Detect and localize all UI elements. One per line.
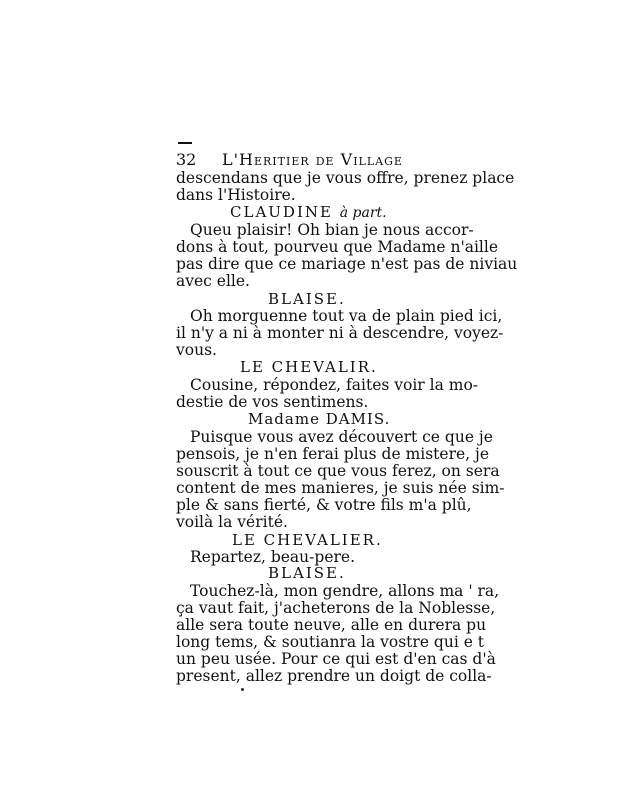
- text-line: pensois, je n'en ferai plus de mistere, je: [176, 445, 489, 463]
- text-line: pas dire que ce mariage n'est pas de niviau: [176, 255, 518, 273]
- text-line: ple & sans fierté, & votre fils m'a plû,: [176, 496, 472, 514]
- speaker-chevalier: LE CHEVALIER.: [232, 531, 383, 549]
- stage-direction: à part.: [339, 205, 387, 221]
- running-header: [176, 150, 436, 169]
- text-line: avec elle.: [176, 272, 250, 290]
- speaker-madame-damis: Madame DAMIS.: [248, 410, 391, 428]
- text-line: ça vaut fait, j'acheterons de la Noblesse,: [176, 599, 496, 617]
- text-line: destie de vos sentimens.: [176, 393, 369, 411]
- text-line: Oh morguenne tout va de plain pied ici,: [190, 307, 503, 325]
- text-line: souscrit à tout ce que vous ferez, on sera: [176, 462, 500, 480]
- top-rule: [178, 142, 192, 144]
- text-line: Puisque vous avez découvert ce que je: [190, 428, 493, 446]
- speaker-blaise: BLAISE.: [268, 564, 346, 582]
- speaker-name: CLAUDINE: [230, 203, 333, 221]
- text-line: long tems, & soutianra la vostre qui e t: [176, 633, 485, 651]
- text-line: Repartez, beau-pere.: [190, 548, 355, 566]
- speaker-claudine: [230, 203, 387, 222]
- text-line: content de mes manieres, je suis née sim-: [176, 479, 505, 497]
- speaker-chevalier: LE CHEVALIR.: [240, 358, 378, 376]
- text-line: present, allez prendre un doigt de colla-: [176, 667, 492, 685]
- ink-speck: [241, 688, 244, 691]
- text-line: alle sera toute neuve, alle en durera pu: [176, 616, 487, 634]
- text-line: il n'y a ni à monter ni à descendre, voyez-: [176, 324, 504, 342]
- text-line: Queu plaisir! Oh bian je nous accor-: [190, 221, 474, 239]
- text-line: vous.: [176, 341, 217, 359]
- text-line: un peu usée. Pour ce qui est d'en cas d'à: [176, 650, 496, 668]
- running-title: L'Heritier de Village: [222, 150, 403, 169]
- text-line: dans l'Histoire.: [176, 186, 296, 204]
- text-line: Touchez-là, mon gendre, allons ma ' ra,: [190, 582, 500, 600]
- text-line: dons à tout, pourveu que Madame n'aille: [176, 238, 499, 256]
- speaker-blaise: BLAISE.: [268, 290, 346, 308]
- page-number: 32: [176, 150, 197, 169]
- text-line: voilà la vérité.: [176, 513, 288, 531]
- text-line: Cousine, répondez, faites voir la mo-: [190, 376, 479, 394]
- text-line: descendans que je vous offre, prenez place: [176, 169, 515, 187]
